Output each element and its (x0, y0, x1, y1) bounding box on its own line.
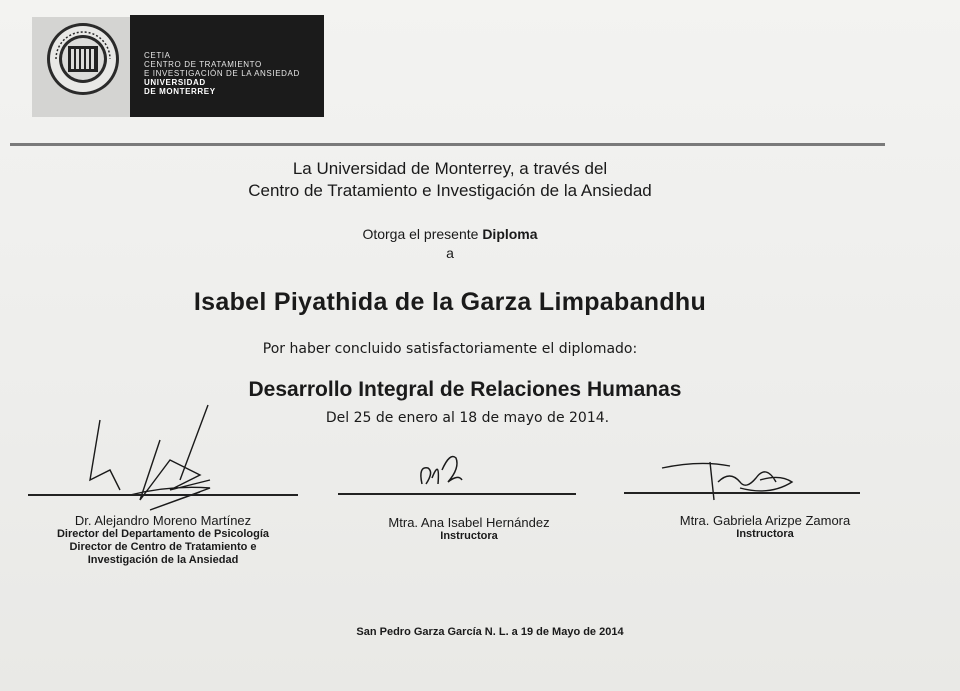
place-and-date: San Pedro Garza García N. L. a 19 de Mayo de 2014 (356, 626, 624, 638)
signatory-1-role: Investigación de la Ansiedad (87, 554, 239, 566)
award-prefix: Otorga el presente (362, 226, 479, 242)
award-word: Diploma (482, 226, 538, 242)
signatory-1-name: Dr. Alejandro Moreno Martínez (74, 513, 252, 528)
signatory-1-role: Director de Centro de Tratamiento e (69, 541, 257, 553)
course-dates: Del 25 de enero al 18 de mayo de 2014. (325, 410, 610, 426)
signatory-2-name: Mtra. Ana Isabel Hernández (388, 515, 550, 530)
recipient-name: Isabel Piyathida de la Garza Limpabandhu (193, 288, 707, 316)
banner-line-strong: UNIVERSIDAD (144, 78, 206, 87)
signatory-2 (338, 515, 600, 543)
university-seal-icon (46, 22, 120, 96)
banner-line: CETIA (144, 51, 171, 60)
signature-2-icon (410, 448, 470, 493)
signatory-3 (635, 513, 895, 541)
signatory-1 (28, 513, 298, 567)
signature-line-1 (28, 494, 298, 496)
signature-1-icon (60, 400, 280, 530)
signatory-3-name: Mtra. Gabriela Arizpe Zamora (679, 513, 851, 528)
signature-line-2 (338, 493, 576, 495)
intro-line-1: La Universidad de Monterrey, a través del (292, 159, 608, 178)
institution-banner (130, 15, 324, 117)
banner-line: E INVESTIGACIÓN DE LA ANSIEDAD (144, 69, 300, 78)
reason-line: Por haber concluido satisfactoriamente el diplomado: (262, 341, 638, 357)
award-to: a (446, 245, 454, 261)
award-line (0, 226, 900, 242)
header-divider (10, 143, 885, 146)
signatory-3-role: Instructora (736, 528, 794, 540)
signature-3-icon (660, 452, 800, 507)
signatory-2-role: Instructora (440, 530, 498, 542)
signature-line-3 (624, 492, 860, 494)
intro-line-2: Centro de Tratamiento e Investigación de la Ansiedad (248, 181, 652, 200)
banner-line: CENTRO DE TRATAMIENTO (144, 60, 262, 69)
banner-line-strong: DE MONTERREY (144, 87, 216, 96)
course-title: Desarrollo Integral de Relaciones Humanas (248, 378, 682, 401)
signatory-1-role: Director del Departamento de Psicología (56, 528, 270, 540)
